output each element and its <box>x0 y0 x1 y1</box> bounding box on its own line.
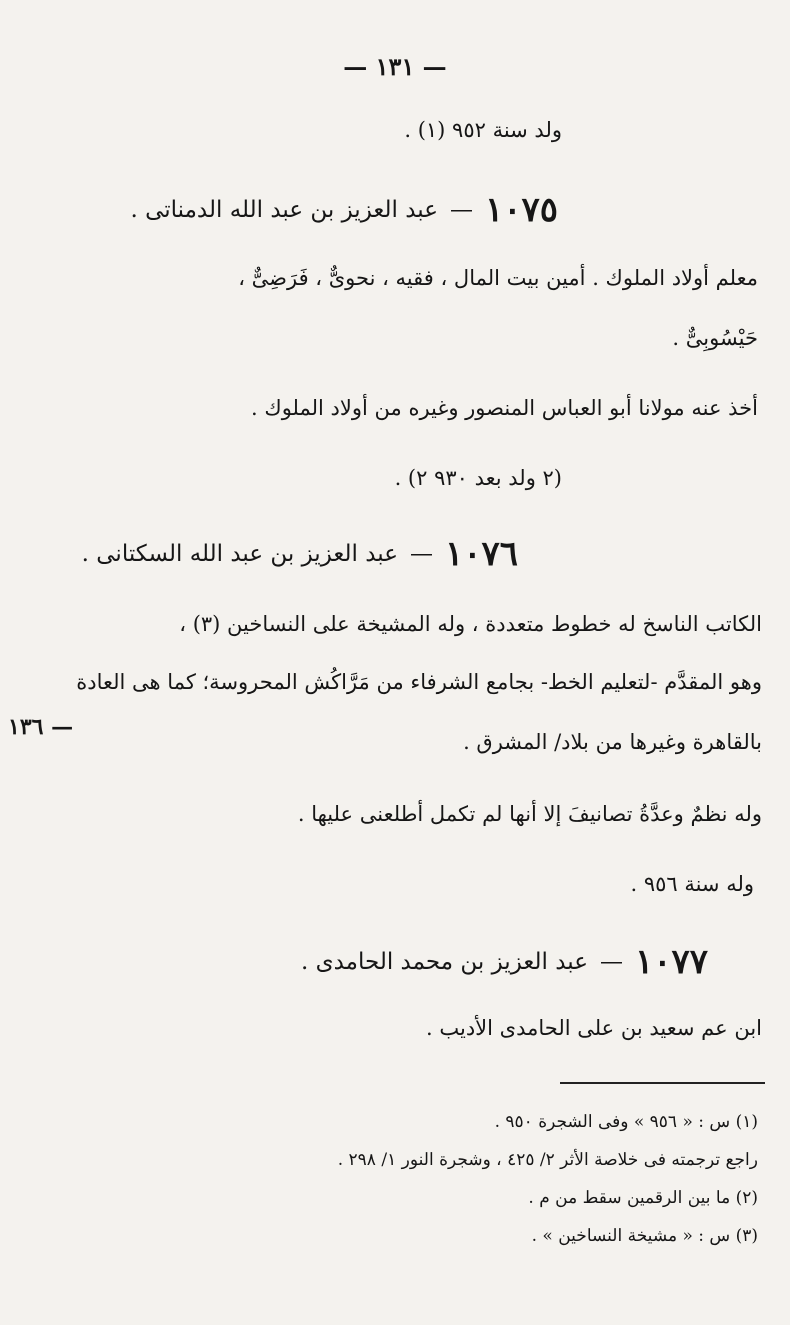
entry-dash: — <box>599 949 623 975</box>
entry-dash: — <box>409 541 433 567</box>
footnote-3: (٣) س : « مشيخة النساخين » . <box>531 1226 758 1246</box>
entry-heading-1076 <box>82 534 518 574</box>
birth-line-entry-1075: (٢ ولد بعد ٩٣٠ ٢) . <box>394 466 562 490</box>
birth-line-entry-1074: ولد سنة ٩٥٢ (١) . <box>404 118 562 142</box>
paragraph-line: وله سنة ٩٥٦ . <box>630 872 754 896</box>
paragraph-line: وهو المقدَّم -لتعليم الخط- بجامع الشرفاء من مَرَّاكُش المحروسة؛ كما هى العادة <box>76 670 762 694</box>
footnote-1: (١) س : « ٩٥٦ » وفى الشجرة ٩٥٠ . <box>494 1112 758 1132</box>
paragraph-line: أخذ عنه مولانا أبو العباس المنصور وغيره من أولاد الملوك . <box>251 396 758 420</box>
entry-number: ١٠٧٧ <box>634 942 708 982</box>
entry-number: ١٠٧٦ <box>444 534 518 574</box>
entry-heading-1077 <box>301 942 708 982</box>
footnote-2: (٢) ما بين الرقمين سقط من م . <box>528 1188 758 1208</box>
paragraph-line: معلم أولاد الملوك . أمين بيت المال ، فقيه ، نحوىٌّ ، فَرَضِىٌّ ، <box>238 266 758 290</box>
entry-title: عبد العزيز بن عبد الله الدمناتى . <box>130 197 438 223</box>
paragraph-line: وله نظمٌ وعدَّةُ تصانيفَ إلا أنها لم تكمل أطلعنى عليها . <box>297 802 762 826</box>
entry-number: ١٠٧٥ <box>484 190 558 230</box>
paragraph-line: الكاتب الناسخ له خطوط متعددة ، وله المشيخة على النساخين (٣) ، <box>179 612 762 636</box>
page-number: — ١٣١ — <box>343 52 447 81</box>
paragraph-line: بالقاهرة وغيرها من بلاد/ المشرق . <box>463 730 762 754</box>
margin-page-reference: ١٣٦ — <box>8 714 74 740</box>
paragraph-line: حَيْسُوبِىٌّ . <box>672 326 758 350</box>
footnote-separator <box>560 1082 765 1084</box>
paragraph-line: ابن عم سعيد بن على الحامدى الأديب . <box>426 1016 762 1040</box>
entry-dash: — <box>449 197 473 223</box>
entry-title: عبد العزيز بن عبد الله السكتانى . <box>81 541 398 567</box>
entry-heading-1075 <box>130 190 558 230</box>
entry-title: عبد العزيز بن محمد الحامدى . <box>300 949 588 975</box>
footnote-1-reference: راجع ترجمته فى خلاصة الأثر ٢/ ٤٢٥ ، وشجرة النور ١/ ٢٩٨ . <box>337 1150 758 1170</box>
